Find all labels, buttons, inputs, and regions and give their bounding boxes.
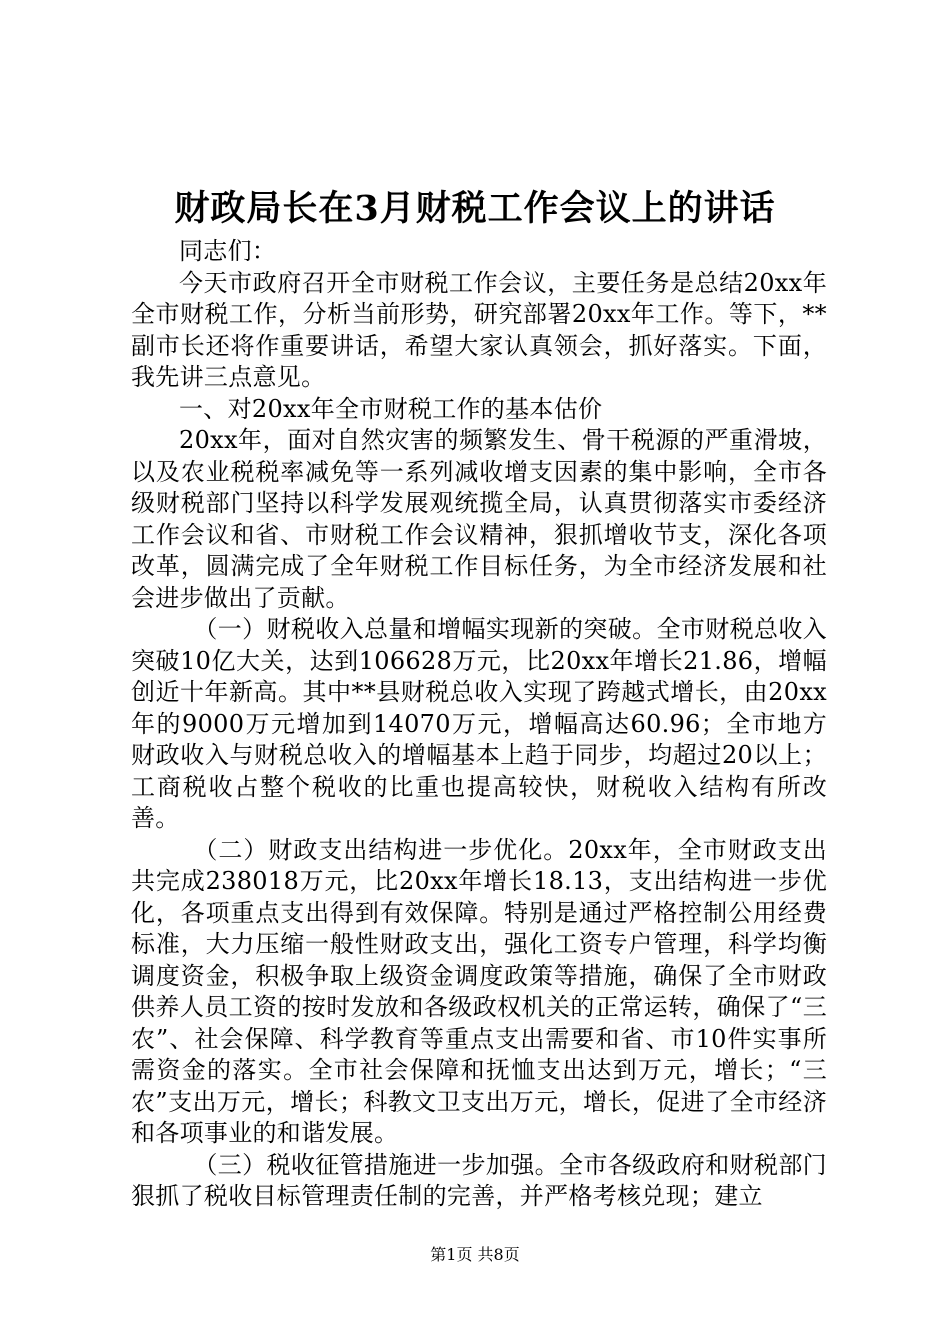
tax-collection-paragraph: （三）税收征管措施进一步加强。全市各级政府和财税部门狠抓了税收目标管理责任制的完善，并严格考核兑现；建立	[131, 1150, 827, 1210]
revenue-paragraph: （一）财税收入总量和增幅实现新的突破。全市财税总收入突破10亿大关，达到106628万元，比20xx年增长21.86，增幅创近十年新高。其中**县财税总收入实现了跨越式增长，由20xx年的9000万元增加到14070万元，增幅高达60.96；全市地方财政收入与财税总收入的增幅基本上趋于同步，均超过20以上；工商税收占整个税收的比重也提高较快，财税收入结构有所改善。	[131, 615, 827, 832]
intro-paragraph: 今天市政府召开全市财税工作会议，主要任务是总结20xx年全市财税工作，分析当前形势，研究部署20xx年工作。等下，**副市长还将作重要讲话，希望大家认真领会，抓好落实。下面，我先讲三点意见。	[131, 268, 827, 391]
page-footer: 第1页 共8页	[430, 1245, 520, 1264]
expenditure-paragraph: （二）财政支出结构进一步优化。20xx年，全市财政支出共完成238018万元，比20xx年增长18.13，支出结构进一步优化，各项重点支出得到有效保障。特别是通过严格控制公用经费标准，大力压缩一般性财政支出，强化工资专户管理，科学均衡调度资金，积极争取上级资金调度政策等措施，确保了全市财政供养人员工资的按时发放和各级政权机关的正常运转，确保了“三农”、社会保障、科学教育等重点支出需要和省、市10件实事所需资金的落实。全市社会保障和抚恤支出达到万元，增长；“三农”支出万元，增长；科教文卫支出万元，增长，促进了全市经济和各项事业的和谐发展。	[131, 835, 827, 1147]
overview-paragraph: 20xx年，面对自然灾害的频繁发生、骨干税源的严重滑坡，以及农业税税率减免等一系列减收增支因素的集中影响，全市各级财税部门坚持以科学发展观统揽全局，认真贯彻落实市委经济工作会议和省、市财税工作会议精神，狠抓增收节支，深化各项改革，圆满完成了全年财税工作目标任务，为全市经济发展和社会进步做出了贡献。	[131, 426, 827, 612]
section-heading-1: 一、对20xx年全市财税工作的基本估价	[179, 394, 603, 423]
salutation-paragraph: 同志们：	[179, 237, 277, 265]
page-title: 财政局长在3月财税工作会议上的讲话	[174, 188, 776, 229]
document-body	[131, 236, 827, 1213]
